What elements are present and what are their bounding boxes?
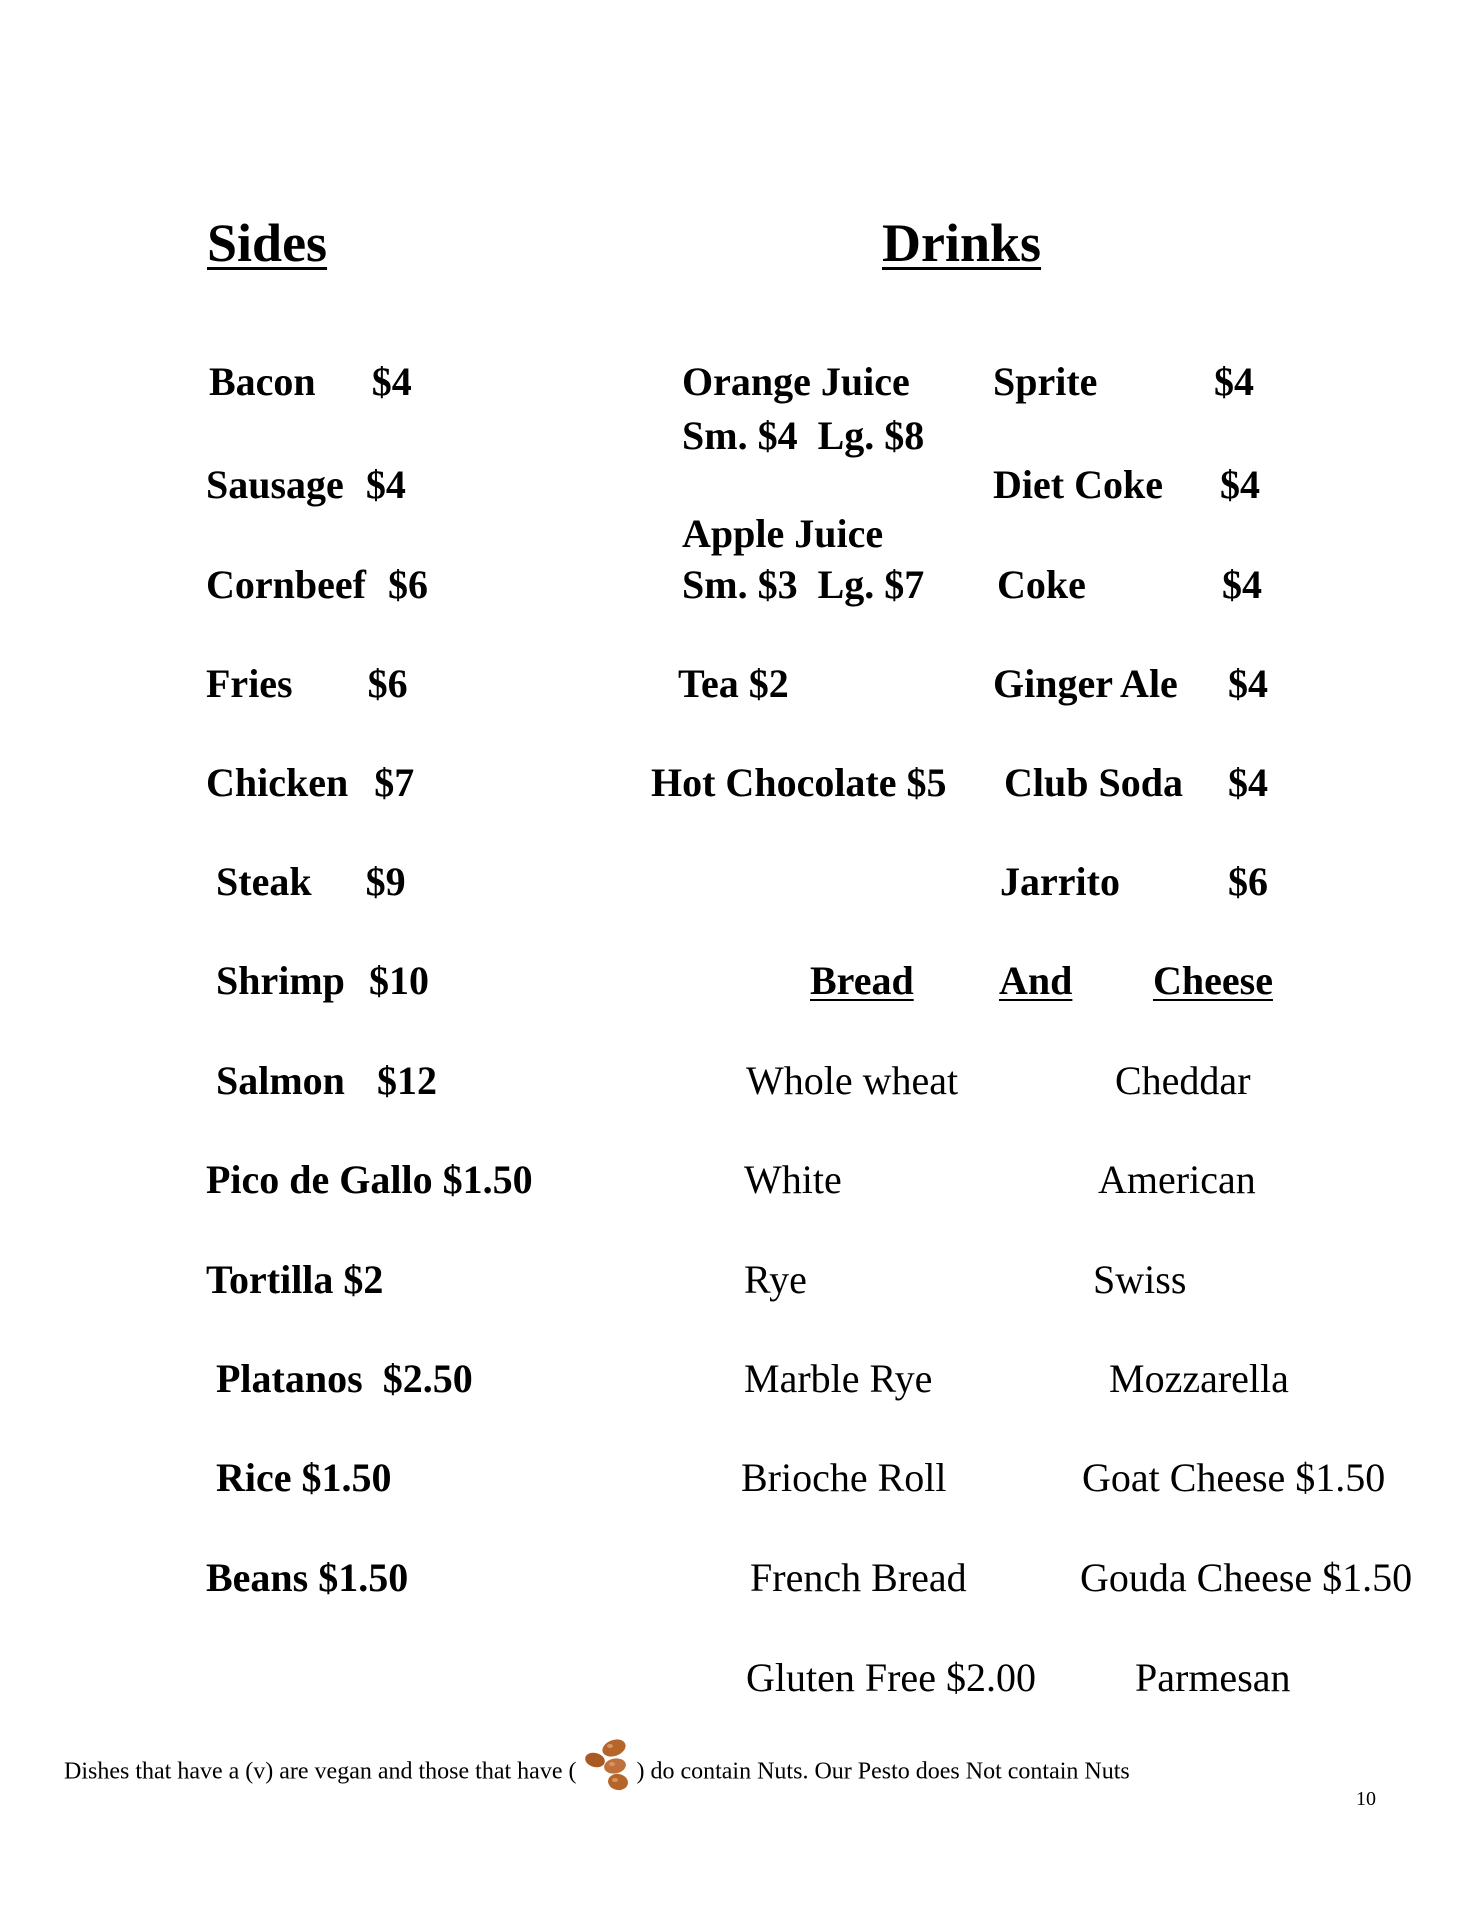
bread-item: Brioche Roll (741, 1455, 947, 1500)
drink-item-name: Jarrito (1000, 859, 1120, 904)
bread-item: White (744, 1157, 842, 1202)
page-number: 10 (1356, 1788, 1376, 1810)
side-item: Shrimp $10 (216, 958, 429, 1003)
side-item: Sausage $4 (206, 462, 406, 507)
side-item: Tortilla $2 (206, 1257, 384, 1302)
side-item: Fries $6 (206, 661, 408, 706)
side-item: Pico de Gallo $1.50 (206, 1157, 533, 1202)
drink-item-price: $4 (1220, 462, 1260, 507)
side-item: Platanos $2.50 (216, 1356, 473, 1401)
drink-item-name: Ginger Ale (993, 661, 1178, 706)
side-item: Salmon $12 (216, 1058, 437, 1103)
note-text-before: Dishes that have a (v) are vegan and those that have ( (64, 1758, 577, 1785)
side-item: Beans $1.50 (206, 1555, 409, 1600)
drink-item-price: $4 (1214, 359, 1254, 404)
cheese-item: Cheddar (1115, 1058, 1251, 1103)
sides-heading: Sides (207, 213, 328, 273)
side-item: Rice $1.50 (216, 1455, 392, 1500)
cheese-heading: Cheese (1153, 958, 1273, 1003)
drink-item-price: $6 (1228, 859, 1268, 904)
drink-item-sizes: Sm. $4 Lg. $8 (682, 413, 925, 458)
drink-item-name: Apple Juice (682, 511, 884, 556)
side-item: Steak $9 (216, 859, 406, 904)
bread-heading: Bread (810, 958, 914, 1003)
cheese-item: Parmesan (1135, 1655, 1291, 1700)
drinks-heading: Drinks (882, 213, 1042, 273)
cheese-item: Goat Cheese $1.50 (1082, 1455, 1386, 1500)
nut-vegan-note (64, 1744, 1130, 1802)
bread-item: Rye (744, 1257, 807, 1302)
side-item: Bacon $4 (209, 359, 412, 404)
drink-item: Hot Chocolate $5 (651, 760, 947, 805)
drink-item-name: Club Soda (1004, 760, 1183, 805)
cheese-item: American (1098, 1157, 1256, 1202)
nuts-icon (578, 1734, 634, 1792)
drink-item-price: $4 (1222, 562, 1262, 607)
drink-item-price: $4 (1228, 661, 1268, 706)
bread-item: Whole wheat (746, 1058, 959, 1103)
bread-item: Marble Rye (744, 1356, 933, 1401)
bread-item: Gluten Free $2.00 (746, 1655, 1036, 1700)
cheese-item: Swiss (1093, 1257, 1187, 1302)
drink-item-price: $4 (1228, 760, 1268, 805)
drink-item-name: Orange Juice (682, 359, 910, 404)
note-text-after: ) do contain Nuts. Our Pesto does Not contain Nuts (636, 1758, 1130, 1785)
drink-item-name: Sprite (993, 359, 1098, 404)
cheese-item: Mozzarella (1109, 1356, 1289, 1401)
bread-item: French Bread (750, 1555, 967, 1600)
side-item: Chicken $7 (206, 760, 415, 805)
side-item: Cornbeef $6 (206, 562, 428, 607)
cheese-item: Gouda Cheese $1.50 (1080, 1555, 1413, 1600)
drink-item-name: Coke (997, 562, 1086, 607)
drink-item: Tea $2 (678, 661, 789, 706)
and-heading: And (999, 958, 1073, 1003)
drink-item-name: Diet Coke (993, 462, 1163, 507)
drink-item-sizes: Sm. $3 Lg. $7 (682, 562, 925, 607)
